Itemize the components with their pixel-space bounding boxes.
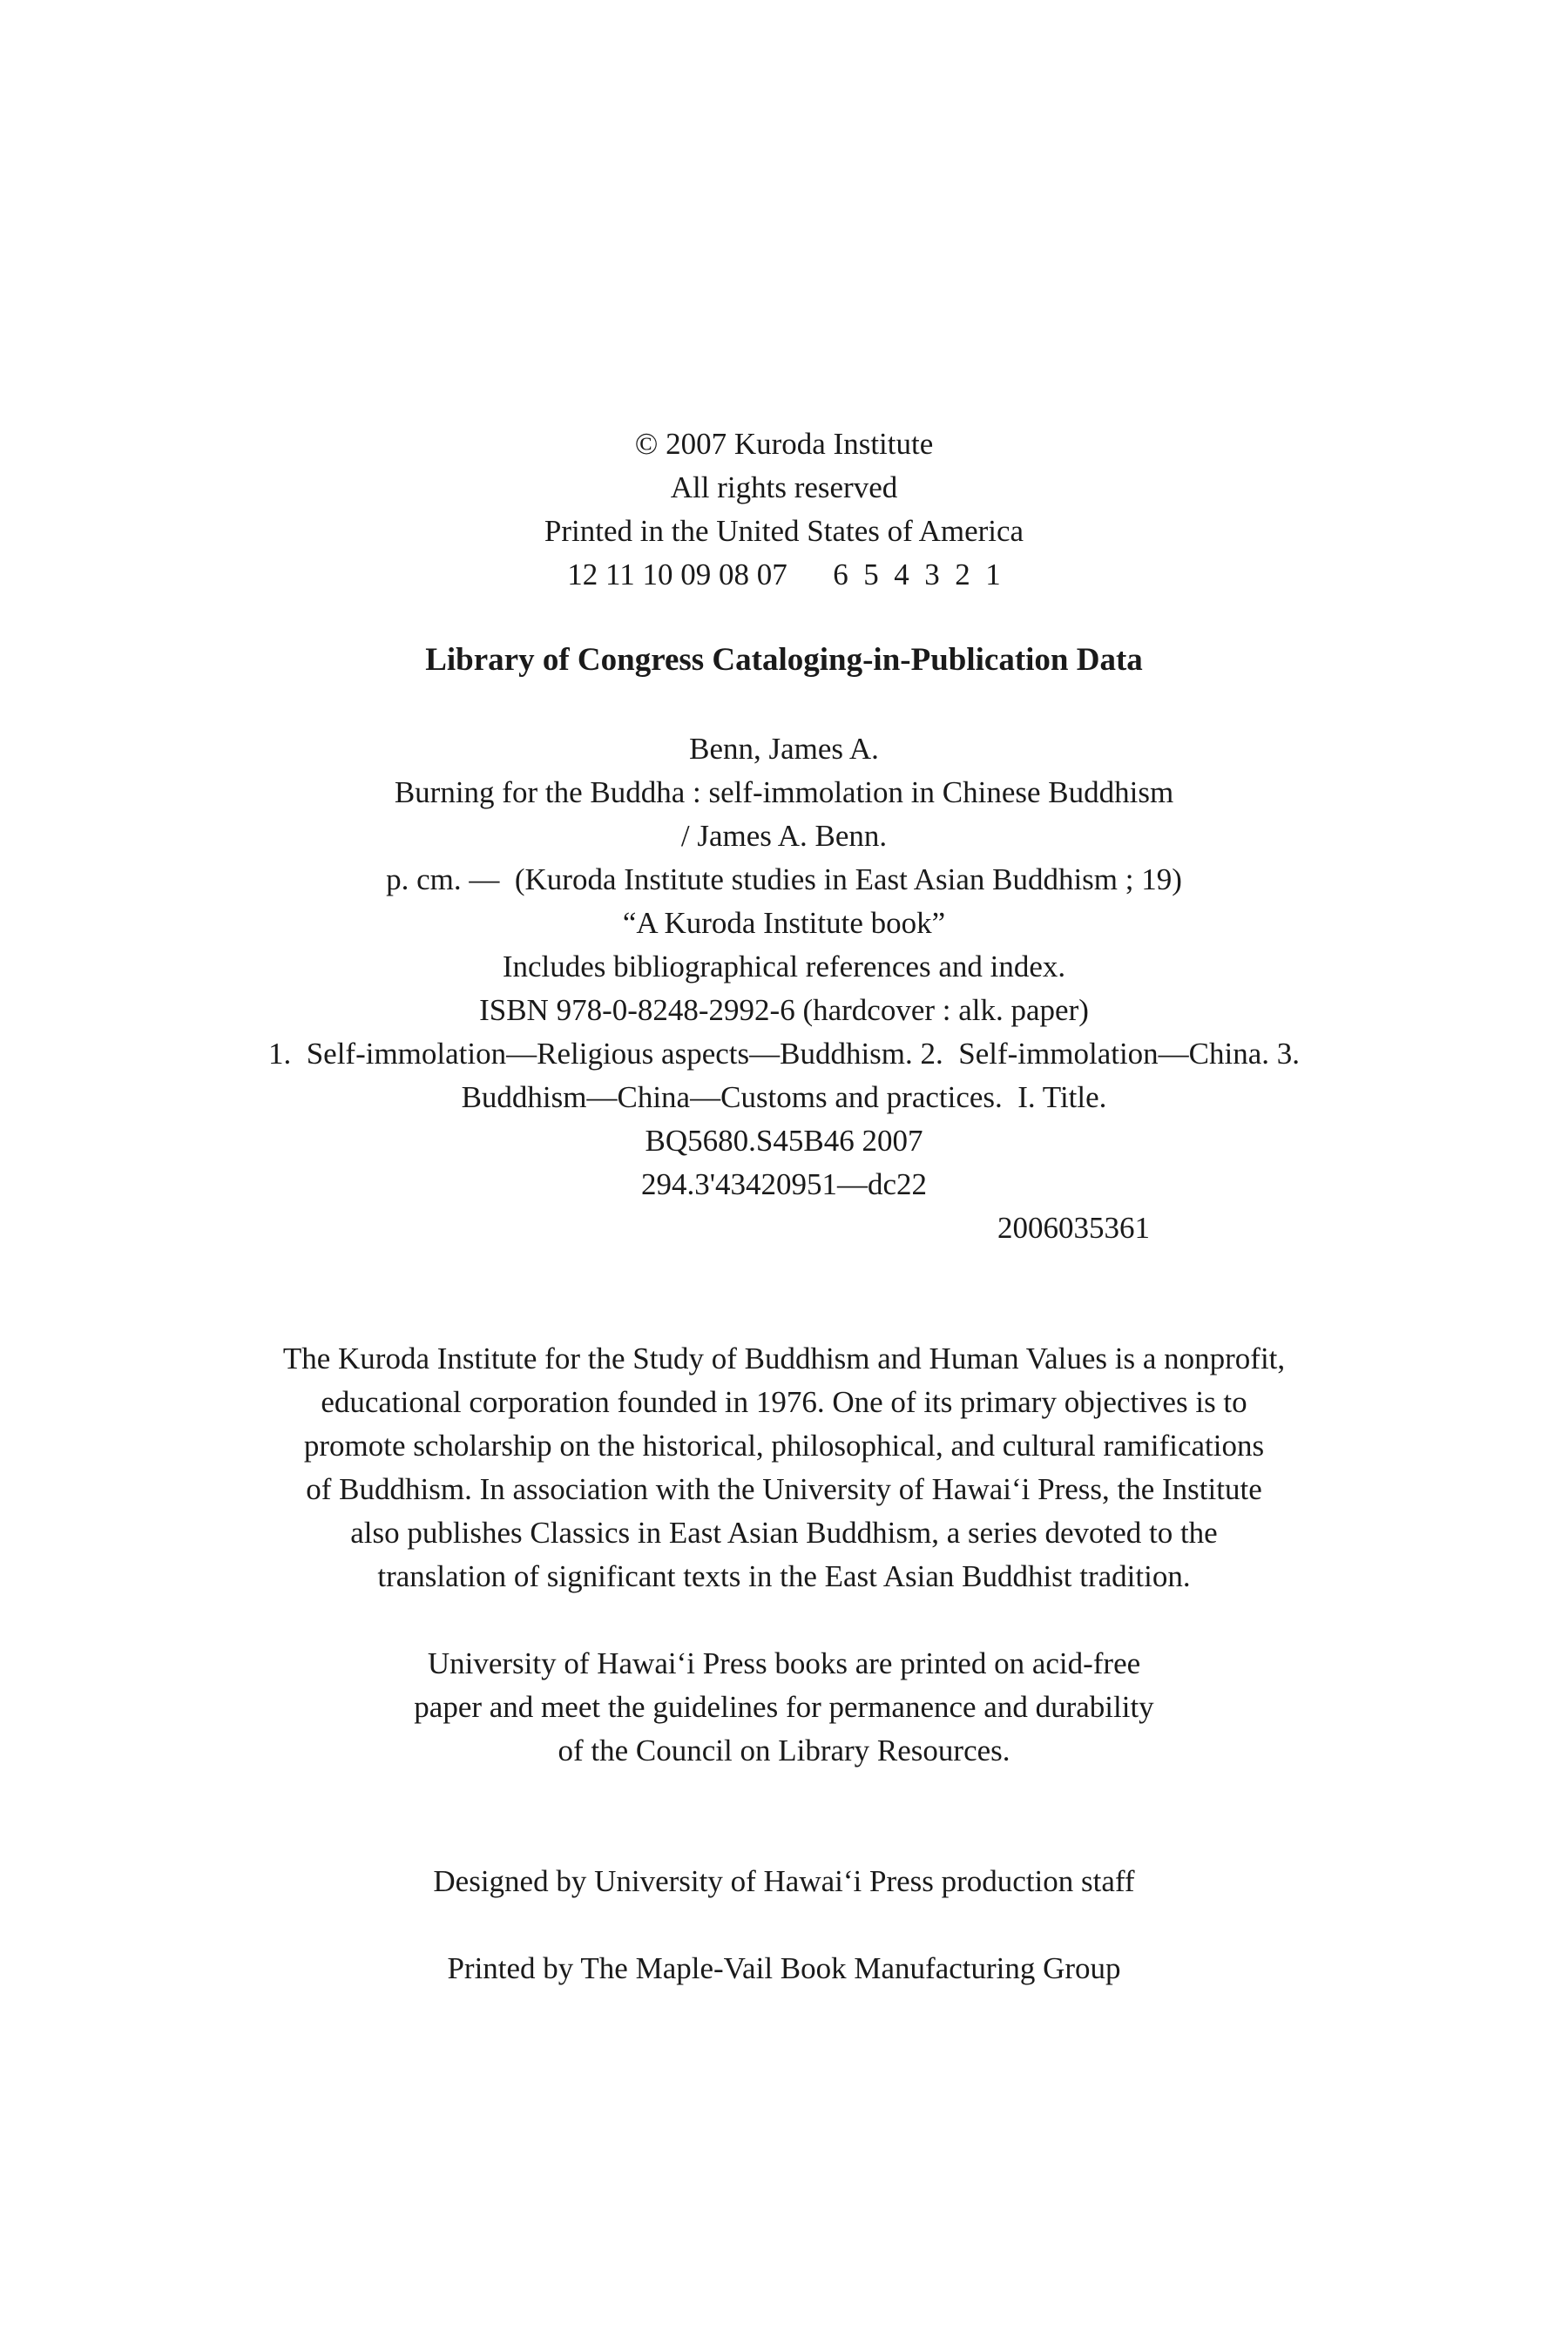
- printing-numbers-line: 12 11 10 09 08 07 6 5 4 3 2 1: [567, 558, 1001, 591]
- kuroda-paragraph-line: promote scholarship on the historical, philosophical, and cultural ramifications: [303, 1429, 1265, 1463]
- rights-line: All rights reserved: [670, 470, 898, 504]
- designed-by-line: Designed by University of Hawai‘i Press production staff: [433, 1864, 1135, 1898]
- cip-heading: Library of Congress Cataloging-in-Publication Data: [425, 642, 1143, 678]
- kuroda-paragraph-line: educational corporation founded in 1976. One of its primary objectives is to: [321, 1385, 1247, 1419]
- cip-dewey: 294.3'43420951—dc22: [640, 1167, 928, 1201]
- cip-subjects-line-2: Buddhism—China—Customs and practices. I. Title.: [461, 1080, 1107, 1114]
- paper-paragraph-line: of the Council on Library Resources.: [558, 1734, 1010, 1767]
- paper-paragraph-line: University of Hawai‘i Press books are printed on acid-free: [427, 1646, 1141, 1680]
- cip-book-note: “A Kuroda Institute book”: [622, 906, 946, 940]
- kuroda-paragraph-line: The Kuroda Institute for the Study of Buddhism and Human Values is a nonprofit,: [282, 1342, 1286, 1375]
- cip-subjects-line-1: 1. Self-immolation—Religious aspects—Buddhism. 2. Self-immolation—China. 3.: [267, 1037, 1301, 1071]
- copyright-line: © 2007 Kuroda Institute: [634, 427, 934, 461]
- kuroda-paragraph-line: of Buddhism. In association with the University of Hawai‘i Press, the Institute: [306, 1472, 1262, 1506]
- cip-author: Benn, James A.: [689, 732, 879, 766]
- cip-lccn: 2006035361: [997, 1211, 1150, 1245]
- kuroda-paragraph-line: translation of significant texts in the East Asian Buddhist tradition.: [377, 1559, 1191, 1593]
- cip-title-line-1: Burning for the Buddha : self-immolation in Chinese Buddhism: [394, 775, 1174, 809]
- cip-isbn: ISBN 978-0-8248-2992-6 (hardcover : alk. paper): [479, 993, 1089, 1027]
- cip-title-line-2: / James A. Benn.: [680, 819, 888, 853]
- paper-paragraph-line: paper and meet the guidelines for permanence and durability: [414, 1690, 1154, 1724]
- kuroda-paragraph-line: also publishes Classics in East Asian Buddhism, a series devoted to the: [350, 1516, 1218, 1550]
- cip-call-number: BQ5680.S45B46 2007: [645, 1124, 923, 1158]
- printed-in-line: Printed in the United States of America: [544, 514, 1024, 548]
- cip-series: p. cm. — (Kuroda Institute studies in East Asian Buddhism ; 19): [386, 862, 1182, 896]
- cip-includes: Includes bibliographical references and index.: [502, 950, 1066, 983]
- printed-by-line: Printed by The Maple-Vail Book Manufacturing Group: [447, 1951, 1121, 1985]
